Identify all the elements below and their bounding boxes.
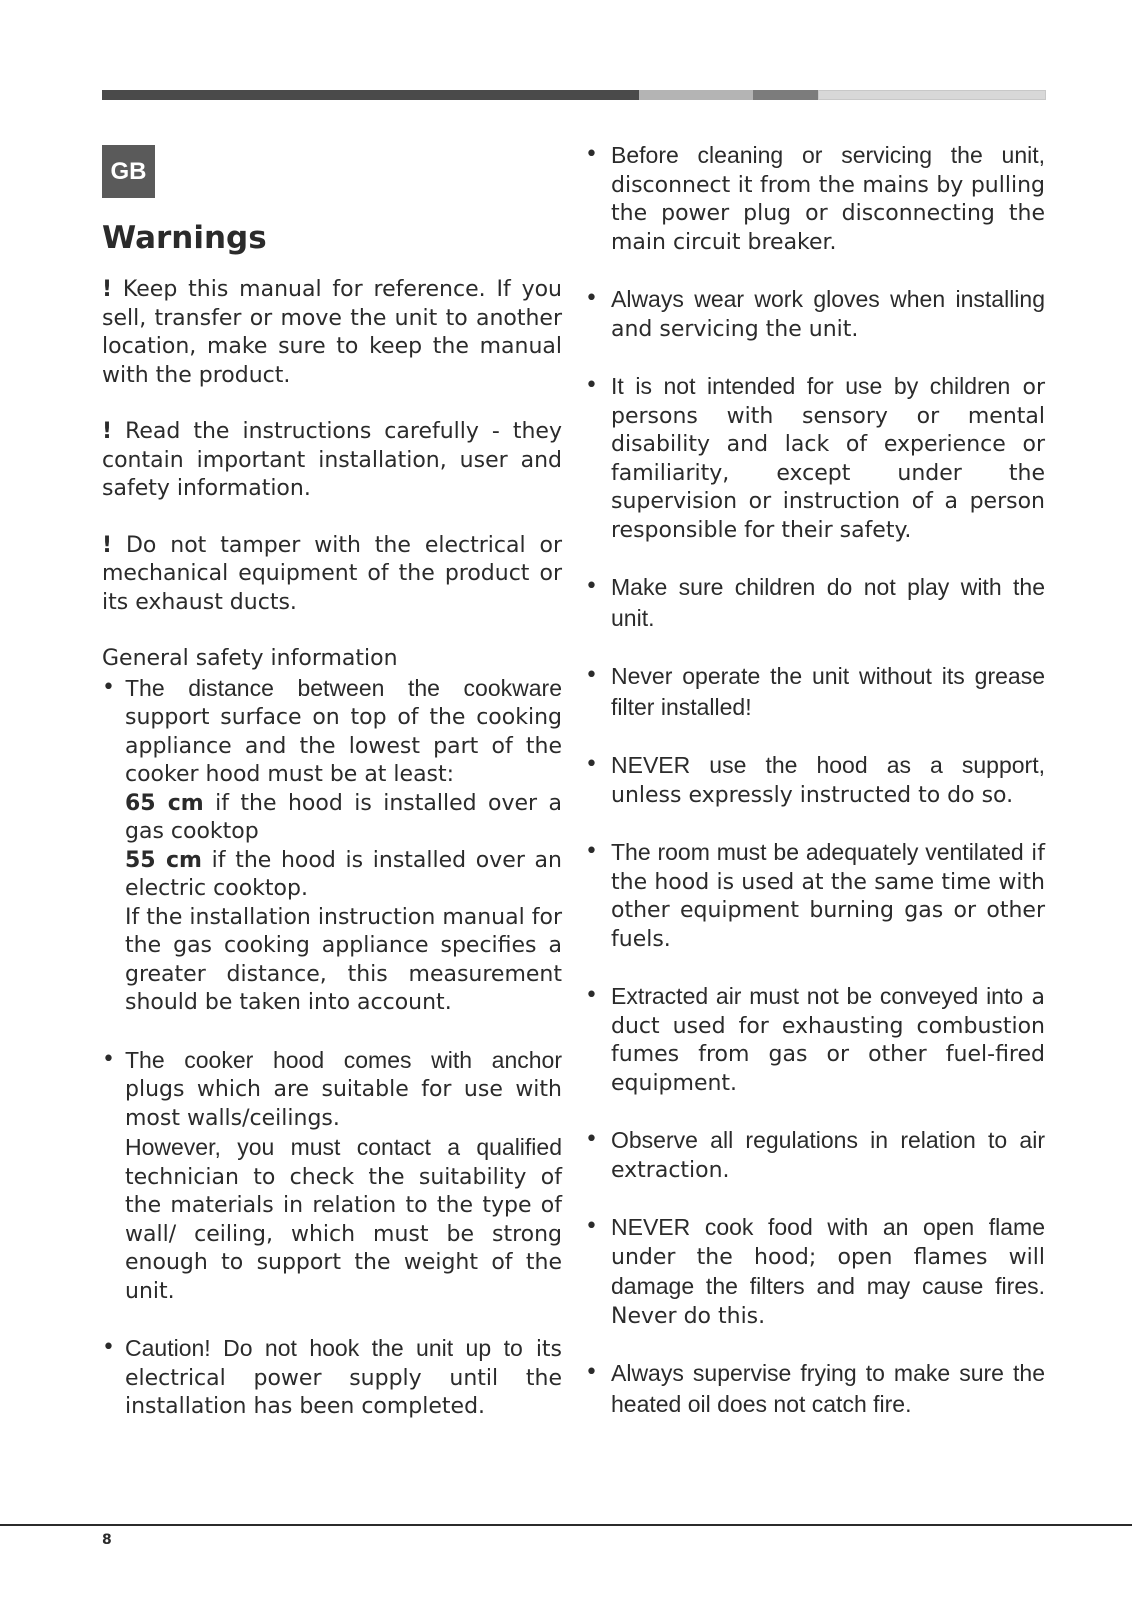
warning-paragraph bbox=[102, 418, 562, 504]
distance-text: if the hood is installed over an electric cooktop. bbox=[125, 847, 562, 901]
warning-mark: ! bbox=[102, 277, 113, 302]
safety-list bbox=[585, 141, 1045, 1420]
warning-text: Do not tamper with the electrical or mechanical equipment of the product or its exhaust ducts. bbox=[102, 532, 562, 615]
list-item bbox=[585, 1213, 1045, 1331]
left-column bbox=[102, 276, 562, 1450]
bullet: • bbox=[585, 1127, 598, 1152]
item-text: if the hood is used at the same time with other equipment burning gas or other fuels. bbox=[611, 841, 1045, 952]
item-lead: NEVER cook food with an open flame bbox=[611, 1214, 1045, 1240]
item-subparagraph bbox=[125, 1133, 562, 1306]
footer-rule bbox=[0, 1524, 1132, 1526]
list-item bbox=[585, 141, 1045, 257]
bullet: • bbox=[585, 752, 598, 777]
general-safety-list bbox=[102, 674, 562, 1422]
header-bar-segment bbox=[818, 90, 1046, 100]
warning-paragraph bbox=[102, 532, 562, 618]
warning-mark: ! bbox=[102, 532, 113, 558]
header-bar-segment bbox=[102, 90, 639, 100]
item-text: unless expressly instructed to do so. bbox=[611, 782, 1014, 808]
item-text: support surface on top of the cooking appliance and the lowest part of the cooker hood must be at least: bbox=[125, 705, 562, 787]
distance-value: 65 cm bbox=[125, 790, 204, 816]
list-item bbox=[585, 573, 1045, 634]
bullet: • bbox=[585, 142, 598, 167]
list-item bbox=[585, 751, 1045, 810]
bullet: • bbox=[585, 663, 598, 688]
header-bar-segment bbox=[753, 90, 818, 100]
bullet: • bbox=[585, 286, 598, 311]
item-text: a duct used for exhausting combustion fumes from gas or other fuel-fired equipment. bbox=[611, 985, 1045, 1096]
item-text: and servicing the unit. bbox=[611, 316, 859, 342]
list-item bbox=[585, 838, 1045, 954]
warning-text: Keep this manual for reference. If you sell, transfer or move the unit to another location, make sure to keep the manual with the product. bbox=[102, 277, 562, 388]
list-item bbox=[102, 1334, 562, 1422]
bullet: • bbox=[585, 373, 598, 398]
item-text: plugs which are suitable for use with most walls/ceilings. bbox=[125, 1077, 562, 1131]
distance-value: 55 cm bbox=[125, 847, 202, 873]
item-text: its electrical power supply until the installation has been completed. bbox=[125, 1337, 563, 1419]
item-lead: The cooker hood comes with anchor bbox=[125, 1046, 562, 1073]
item-lead: Before cleaning or servicing the unit, bbox=[611, 142, 1045, 168]
item-note: If the installation instruction manual for the gas cooking appliance specifies a greater distance, this measurement should be taken into account. bbox=[125, 904, 562, 1015]
list-item bbox=[585, 1359, 1045, 1420]
list-item bbox=[585, 1126, 1045, 1185]
item-lead: damage the filters and may cause fires. bbox=[611, 1273, 1045, 1299]
bullet: • bbox=[585, 1214, 598, 1239]
section-heading: General safety information bbox=[102, 646, 398, 671]
header-bar-segment bbox=[639, 90, 753, 100]
item-text: technician to check the suitability of the materials in relation to the type of wall/ ceiling, which must be strong enough to support the weight of the unit. bbox=[125, 1164, 562, 1304]
item-text: Never do this. bbox=[611, 1303, 766, 1329]
item-lead: NEVER use the hood as a support, bbox=[611, 752, 1045, 778]
bullet: • bbox=[102, 1335, 115, 1360]
header-color-bar bbox=[102, 90, 1046, 100]
item-lead: Observe all regulations in relation to air bbox=[611, 1127, 1045, 1153]
item-text: under the hood; open flames will bbox=[611, 1244, 1045, 1270]
item-lead: Always wear work gloves when installing bbox=[611, 286, 1045, 312]
bullet: • bbox=[102, 674, 115, 700]
list-item bbox=[585, 982, 1045, 1098]
page-title: Warnings bbox=[102, 220, 267, 256]
item-lead: Extracted air must not be conveyed into bbox=[611, 983, 1024, 1009]
language-badge: GB bbox=[102, 145, 155, 198]
item-lead: Caution! Do not hook the unit up to bbox=[125, 1335, 523, 1361]
distance-line bbox=[125, 847, 562, 904]
list-item bbox=[585, 285, 1045, 344]
item-text: extraction. bbox=[611, 1157, 730, 1183]
item-lead: However, you must contact a qualified bbox=[125, 1134, 562, 1160]
item-lead: Never operate the unit without its grease filter installed! bbox=[611, 663, 1045, 720]
right-column bbox=[585, 141, 1045, 1448]
bullet: • bbox=[585, 983, 598, 1008]
bullet: • bbox=[585, 1360, 598, 1385]
bullet: • bbox=[585, 574, 598, 599]
list-item bbox=[585, 372, 1045, 545]
list-item bbox=[102, 1046, 562, 1307]
distance-text: if the hood is installed over a gas cooktop bbox=[125, 790, 562, 844]
bullet: • bbox=[585, 839, 598, 864]
item-text: or persons with sensory or mental disability and lack of experience or familiarity, except under the supervision or instruction of a person responsible for their safety. bbox=[611, 375, 1045, 543]
item-lead: It is not intended for use by children bbox=[611, 373, 1011, 399]
list-item bbox=[102, 674, 562, 1018]
warning-paragraph bbox=[102, 276, 562, 390]
bullet: • bbox=[102, 1046, 115, 1072]
warning-mark: ! bbox=[102, 419, 113, 444]
list-item bbox=[585, 662, 1045, 723]
item-lead: Make sure children do not play with the unit. bbox=[611, 574, 1045, 631]
item-text: disconnect it from the mains by pulling the power plug or disconnecting the main circuit breaker. bbox=[611, 172, 1045, 255]
warning-text: Read the instructions carefully - they contain important installation, user and safety information. bbox=[102, 419, 562, 501]
page-number: 8 bbox=[102, 1532, 112, 1548]
item-lead: Always supervise frying to make sure the heated oil does not catch fire. bbox=[611, 1360, 1045, 1417]
item-lead: The distance between the cookware bbox=[125, 674, 562, 701]
item-lead: The room must be adequately ventilated bbox=[611, 839, 1024, 865]
distance-line bbox=[125, 790, 562, 847]
